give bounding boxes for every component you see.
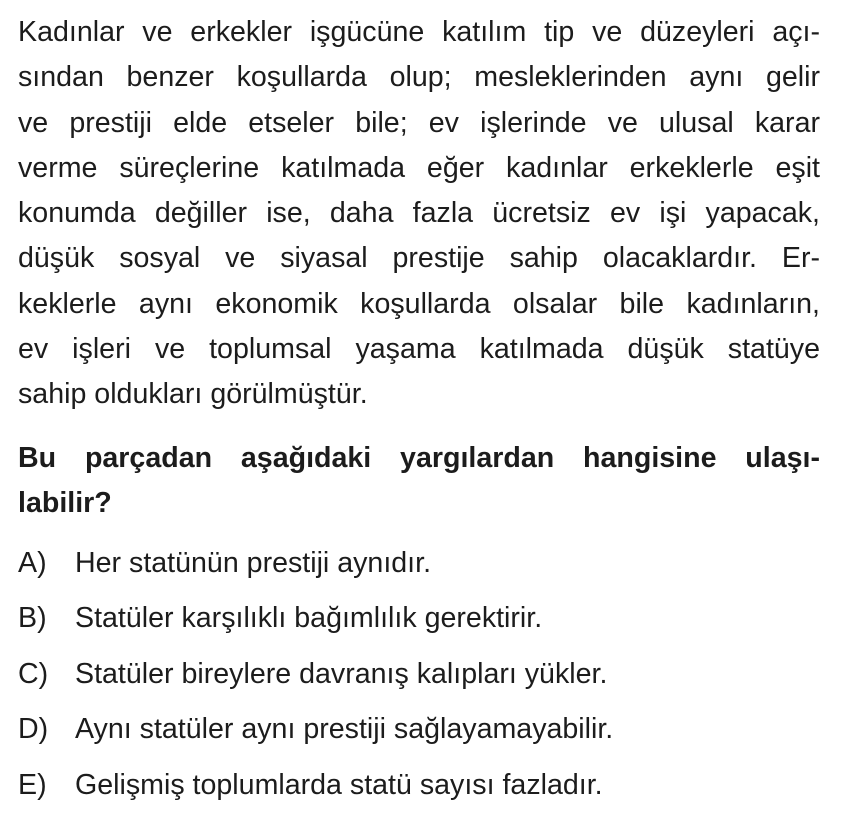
passage <box>18 10 820 418</box>
question-card <box>18 10 820 813</box>
option-b[interactable] <box>18 591 820 647</box>
passage-line: sahip oldukları görülmüştür. <box>18 378 368 411</box>
passage-line: ev işleri ve toplumsal yaşama katılmada düşük statüye <box>18 333 820 366</box>
option-e[interactable] <box>18 758 820 814</box>
option-letter: C) <box>18 657 49 690</box>
option-c[interactable] <box>18 647 820 703</box>
option-text: Her statünün prestiji aynıdır. <box>75 546 432 579</box>
option-letter: E) <box>18 768 47 801</box>
passage-line: sından benzer koşullarda olup; mesleklerinden aynı gelir <box>18 61 820 94</box>
passage-line: Kadınlar ve erkekler işgücüne katılım tip ve düzeyleri açı- <box>18 16 820 48</box>
option-letter: D) <box>18 713 49 746</box>
question-stem <box>18 436 820 526</box>
answer-options <box>18 536 820 814</box>
passage-line: konumda değiller ise, daha fazla ücretsiz ev işi yapacak, <box>18 197 820 230</box>
option-text: Gelişmiş toplumlarda statü sayısı fazladır. <box>75 768 603 801</box>
passage-line: verme süreçlerine katılmada eğer kadınlar erkeklerle eşit <box>18 151 820 184</box>
option-a[interactable] <box>18 536 820 592</box>
passage-line: keklerle aynı ekonomik koşullarda olsalar bile kadınların, <box>18 287 820 320</box>
option-letter: B) <box>18 602 47 635</box>
question-line: labilir? <box>18 486 112 519</box>
passage-line: ve prestiji elde etseler bile; ev işlerinde ve ulusal karar <box>18 106 820 139</box>
option-text: Statüler bireylere davranış kalıpları yükler. <box>75 657 608 690</box>
option-text: Aynı statüler aynı prestiji sağlayamayabilir. <box>75 713 614 746</box>
option-letter: A) <box>18 546 47 579</box>
option-d[interactable] <box>18 702 820 758</box>
passage-line: düşük sosyal ve siyasal prestije sahip olacaklardır. Er- <box>18 242 820 275</box>
question-line: Bu parçadan aşağıdaki yargılardan hangisine ulaşı- <box>18 441 820 474</box>
option-text: Statüler karşılıklı bağımlılık gerektirir. <box>75 602 543 635</box>
